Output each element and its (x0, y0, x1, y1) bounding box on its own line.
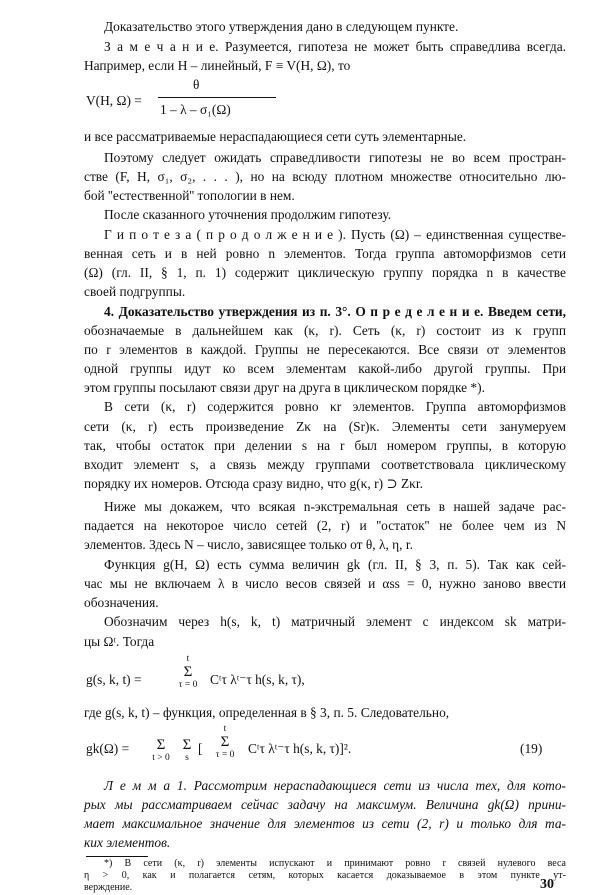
sum-lower-limit: s (185, 753, 189, 763)
text-line: Обозначим через h(s, k, t) матричный элемент с индексом sk матри- (104, 614, 566, 629)
section-heading-line: 4. Доказательство утверждения из п. 3°. О п р е д е л е н и е. Введем сети, (104, 304, 566, 319)
formula-19-body: Cᵗτ λᵗ⁻τ h(s, k, τ)]². (248, 741, 352, 756)
text-line: Г и п о т е з а ( п р о д о л ж е н и е ). Пусть (Ω) – единственная существе- (104, 227, 566, 242)
text-line: порядку их номеров. Отсюда сразу видно, что g(κ, r) ⊃ Zκr. (84, 476, 423, 491)
formula-19-sum-2 (179, 737, 195, 763)
formula-19-sum-3 (206, 724, 244, 760)
formula-v-numerator: θ (193, 77, 200, 92)
formula-g-body: Cᵗτ λᵗ⁻τ h(s, k, τ), (210, 672, 305, 687)
sum-upper-limit: t (186, 654, 190, 664)
sum-lower-limit: τ = 0 (178, 680, 198, 690)
text-line: обозначаемые в дальнейшем как (κ, r). Сеть (κ, r) состоит из κ групп (84, 323, 566, 338)
formula-g-lhs: g(s, k, t) = (86, 672, 142, 687)
sum-sign: Σ (220, 734, 230, 750)
sum-upper-limit: t (223, 724, 227, 734)
sum-lower-limit: t > 0 (152, 753, 170, 763)
footnote-separator (86, 856, 148, 857)
text-line: бой ''естественной'' топологии в нем. (84, 188, 295, 203)
lemma-line: мает максимальное значение для элементов из сети (2, r) и только для та- (84, 816, 566, 831)
formula-19-bracket: [ (198, 741, 203, 756)
footnote-line: верждение. (84, 882, 133, 893)
text-line: стве (F, H, σ₁, σ₂, . . . ), но на всюду плотном множестве относительно лю- (84, 169, 566, 184)
text-line: входит элемент s, а связь между группами соответствовала циклическому (84, 457, 566, 472)
sum-sign: Σ (182, 737, 192, 753)
sum-sign: Σ (183, 664, 193, 680)
sum-lower-limit: τ = 0 (215, 750, 235, 760)
text-line: Ниже мы докажем, что всякая n-экстремальная сеть в нашей задаче рас- (104, 499, 566, 514)
formula-19-lhs: gk(Ω) = (86, 741, 130, 756)
formula-19-sum-1 (146, 737, 176, 763)
text-line: После сказанного уточнения продолжим гипотезу. (104, 207, 392, 222)
text-line: Поэтому следует ожидать справедливости гипотезы не во всем простран- (104, 150, 566, 165)
text-line: так, чтобы остаток при делении s на r был номером группы, в которую (84, 438, 566, 453)
footnote-line: *) В сети (κ, r) элементы испускают и принимают ровно r связей нулевого веса (104, 858, 566, 869)
text-line: по r элементов в каждой. Группы не пересекаются. Все связи от элементов (84, 342, 566, 357)
text-line: Функция g(H, Ω) есть сумма величин gk (гл. II, § 3, п. 5). Так как сей- (104, 557, 566, 572)
lemma-line: ких элементов. (84, 835, 171, 850)
text-line: своей подгруппы. (84, 284, 186, 299)
text-line: Например, если H – линейный, F ≡ V(H, Ω), то (84, 58, 351, 73)
text-line: (Ω) (гл. II, § 1, п. 1) содержит циклическую группу порядка n в качестве (84, 265, 566, 280)
text-line: и все рассматриваемые нераспадающиеся сети суть элементарные. (84, 129, 467, 144)
text-line: падается на некоторое число сетей (2, r) и ''остаток'' не более чем из N (84, 518, 566, 533)
equation-number: (19) (520, 741, 543, 756)
fraction-bar (158, 97, 276, 98)
text-line: Доказательство этого утверждения дано в следующем пункте. (104, 19, 459, 34)
text-line: элементов. Здесь N – число, зависящее только от θ, λ, η, r. (84, 537, 413, 552)
formula-g-sum (168, 654, 208, 690)
lemma-line: рых мы рассматриваем сейчас задачу на максимум. Величина gk(Ω) прини- (84, 797, 566, 812)
text-line: В сети (κ, r) содержится ровно κr элементов. Группа автоморфизмов (104, 399, 566, 414)
formula-v-lhs: V(H, Ω) = (86, 93, 142, 108)
text-line: венная сеть и в ней ровно n элементов. Тогда группа автоморфизмов сети (84, 246, 566, 261)
text-line: одной группы идут ко всем элементам какой-либо другой группы. При (84, 361, 566, 376)
footnote-line: η > 0, как и полагается сетям, которых касается доказываемое в этом пункте ут- (84, 870, 566, 881)
text-line: этом группы посылают связи друг на друга в циклическом порядке *). (84, 380, 485, 395)
lemma-line: Л е м м а 1. Рассмотрим нераспадающиеся сети из числа тех, для кото- (104, 778, 566, 793)
text-line: цы Ωᵗ. Тогда (84, 634, 155, 649)
text-line: обозначения. (84, 595, 159, 610)
text-line: З а м е ч а н и е. Разумеется, гипотеза не может быть справедлива всегда. (104, 39, 566, 54)
text-line: час мы не включаем λ в число весов связей и αss = 0, нужно заново ввести (84, 576, 566, 591)
text-line: где g(s, k, t) – функция, определенная в § 3, п. 5. Следовательно, (84, 705, 450, 720)
text-line: сети (κ, r) есть произведение Zκ на (Sr)κ. Элементы сети занумеруем (84, 419, 566, 434)
page-number: 30 (540, 877, 554, 892)
formula-v-denominator: 1 – λ – σ₁(Ω) (160, 102, 231, 117)
sum-sign: Σ (156, 737, 166, 753)
